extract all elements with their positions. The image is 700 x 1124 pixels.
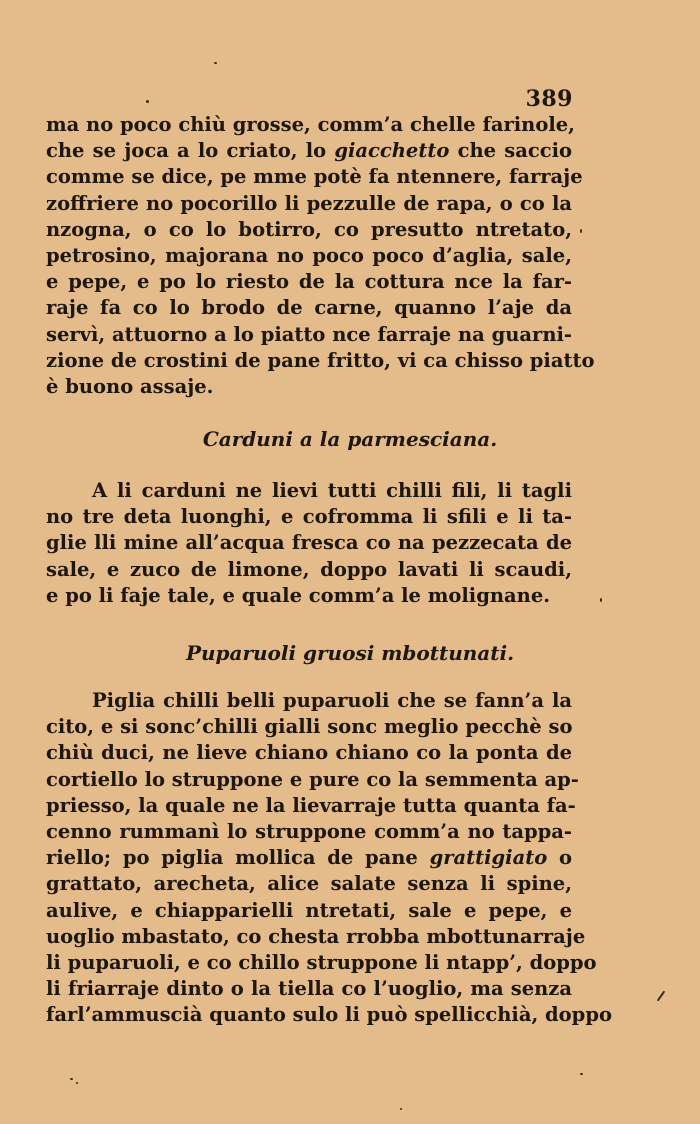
paragraph-3 [46,688,612,1028]
text-run: che se joca a lo criato, lo [46,139,335,163]
paragraph-2 [46,478,572,609]
print-speck [146,100,149,103]
text-line [46,845,572,871]
text-line [46,478,572,504]
text-line [46,348,595,374]
text-line [46,374,572,400]
text-run: sale, e zuco de limone, doppo lavati li scaudi, [46,557,572,581]
text-line [46,138,572,164]
text-run: glie lli mine all’acqua fresca co na pezzecata de [46,531,572,555]
text-line [46,530,572,556]
text-line [46,164,583,190]
text-run: cenno rummanì lo struppone comm’a no tappa- [46,819,572,843]
text-line [46,322,572,348]
text-run: A li carduni ne lievi tutti chilli fili, li tagli [92,479,572,502]
text-run: priesso, la quale ne la lievarraje tutta quanta fa- [46,793,576,817]
print-speck [580,229,582,233]
italic-term: giacchetto [334,139,450,163]
text-run: uoglio mbastato, co chesta rrobba mbottunarraje [46,924,586,948]
text-run: no tre deta luonghi, e cofromma li sfili e li ta- [46,505,572,529]
section-heading-carduni: Carduni a la parmesciana. [202,427,498,451]
page-number: 389 [525,86,573,112]
text-line [46,112,575,138]
print-speck [657,991,666,1002]
text-line [46,504,572,530]
text-run: farl’ammuscià quanto sulo li può spellicchià, doppo [46,1003,612,1027]
text-line [46,583,572,609]
text-line [46,269,572,295]
text-line [46,871,572,897]
print-speck [400,1108,402,1110]
text-run: raje fa co lo brodo de carne, quanno l’aje da [46,296,572,320]
text-run: petrosino, majorana no poco poco d’aglia, sale, [46,243,572,267]
text-run: nzogna, o co lo botirro, co presutto ntretato, [46,217,572,241]
text-line [46,767,579,793]
text-line [46,191,572,217]
text-line [46,898,572,924]
text-run: riello; po piglia mollica de pane [46,846,430,870]
text-line [46,1002,612,1028]
text-line [46,714,572,740]
text-run: Piglia chilli belli puparuoli che se fann’a la [92,689,572,712]
text-run: chiù duci, ne lieve chiano chiano co la ponta de [46,741,572,765]
text-run: che saccio [449,139,573,163]
text-run: ma no poco chiù grosse, comm’a chelle farinole, [46,113,575,136]
text-run: cito, e si sonc’chilli gialli sonc meglio pecchè so [46,715,573,739]
text-line [46,243,572,269]
text-line [46,557,572,583]
print-speck [580,1073,583,1075]
text-run: e pepe, e po lo riesto de la cottura nce la far- [46,270,572,294]
text-run: zoffriere no pocorillo li pezzulle de rapa, o co la [46,191,572,215]
text-line [46,950,597,976]
text-run: aulive, e chiapparielli ntretati, sale e pepe, e [46,898,572,922]
text-run: cortiello lo struppone e pure co la semmenta ap- [46,767,579,791]
paragraph-1 [46,112,595,400]
text-line [46,688,572,714]
text-line [46,295,572,321]
text-line [46,217,572,243]
text-run: è buono assaje. [46,374,214,398]
text-line [46,740,572,766]
text-line [46,793,576,819]
italic-term: grattigiato [429,846,548,870]
text-run: li puparuoli, e co chillo struppone li ntapp’, doppo [46,950,597,974]
section-heading-puparuoli: Puparuoli gruosi mbottunati. [185,641,515,665]
text-run: o [547,846,572,870]
text-run: zione de crostini de pane fritto, vi ca chisso piatto [46,348,595,372]
text-run: comme se dice, pe mme potè fa ntennere, farraje [46,165,583,189]
print-speck [76,1082,78,1084]
print-speck [70,1078,73,1080]
text-line [46,976,572,1002]
text-line [46,924,586,950]
print-speck [214,62,217,64]
text-run: servì, attuorno a lo piatto nce farraje na guarni- [46,322,572,346]
text-run: li friarraje dinto o la tiella co l’uoglio, ma senza [46,977,572,1001]
text-run: grattato, arecheta, alice salate senza li spine, [46,872,572,896]
text-run: e po li faje tale, e quale comm’a le molignane. [46,583,551,607]
text-line [46,819,572,845]
print-speck [600,598,602,602]
